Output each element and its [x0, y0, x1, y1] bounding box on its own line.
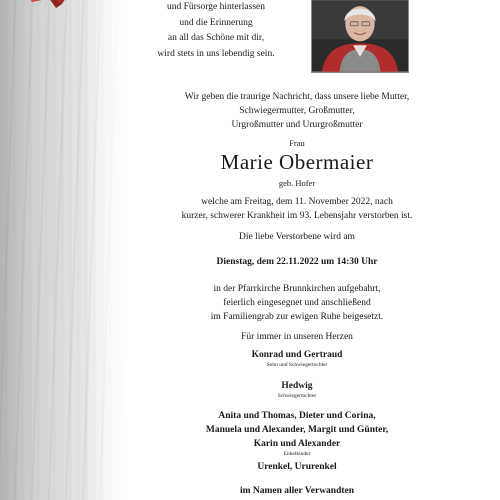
poem-line: und die Erinnerung: [179, 17, 253, 28]
announcement-line: Wir geben die traurige Nachricht, dass unsere liebe Mutter,: [184, 92, 410, 102]
deceased-name-block: [142, 150, 452, 174]
death-line: kurzer, schwerer Krankheit im 93. Lebensjahr verstorben ist.: [181, 211, 413, 221]
funeral-date-block: [142, 255, 452, 269]
rose-image: [18, 0, 98, 20]
funeral-text: [142, 282, 452, 324]
family-relation: Schwiegertochter: [277, 393, 317, 399]
funeral-intro: [142, 230, 452, 244]
funeral-line: im Familiengrab zur ewigen Ruhe beigesetzt.: [210, 312, 384, 322]
deceased-name: Marie Obermaier: [220, 150, 374, 174]
portrait-photo: [311, 0, 409, 73]
family-relation: Enkelkinder: [283, 451, 311, 457]
poem-line: an all das Schöne mit dir,: [167, 33, 265, 43]
family-grandchildren: [142, 409, 452, 458]
image-fade: [85, 0, 125, 500]
maiden-name-block: [142, 177, 452, 189]
announcement-line: Urgroßmutter und Ururgroßmutter: [231, 120, 363, 130]
top-poem: [130, 0, 302, 62]
family-son: [142, 348, 452, 369]
funeral-date: Dienstag, dem 22.11.2022 um 14:30 Uhr: [216, 257, 378, 267]
title-frau: Frau: [289, 138, 305, 148]
deceased-title: [142, 137, 452, 149]
family-names: Manuela und Alexander, Margit und Günter,: [205, 425, 389, 435]
funeral-intro-text: Die liebe Verstorbene wird am: [239, 232, 355, 242]
announcement-line: Schwiegermutter, Großmutter,: [239, 106, 355, 116]
family-names: Anita und Thomas, Dieter und Corina,: [218, 411, 376, 421]
family-names: im Namen aller Verwandten: [239, 486, 355, 496]
family-names: Hedwig: [281, 381, 313, 391]
funeral-line: in der Pfarrkirche Brunnkirchen aufgebahrt,: [213, 284, 381, 294]
death-text: [142, 195, 452, 223]
family-names: Karin und Alexander: [253, 439, 341, 449]
poem-line: und Fürsorge hinterlassen: [167, 2, 265, 12]
hearts-text: Für immer in unseren Herzen: [241, 332, 353, 342]
wood-background-image: [0, 0, 125, 500]
maiden-name: geb. Hofer: [278, 178, 316, 188]
family-names: Urenkel, Ururenkel: [257, 462, 337, 472]
announcement: [142, 90, 452, 132]
family-names: Konrad und Gertraud: [251, 350, 343, 360]
hearts-block: [142, 330, 452, 344]
family-relation: Sohn und Schwiegertochter: [266, 362, 328, 368]
death-line: welche am Freitag, dem 11. November 2022, nach: [201, 197, 393, 207]
family-relatives: [142, 484, 452, 498]
family-daughter-in-law: [142, 379, 452, 400]
funeral-line: feierlich eingesegnet und anschließend: [223, 298, 371, 308]
poem-line: wird stets in uns lebendig sein.: [157, 48, 275, 59]
family-great-grandchildren: [142, 460, 452, 474]
